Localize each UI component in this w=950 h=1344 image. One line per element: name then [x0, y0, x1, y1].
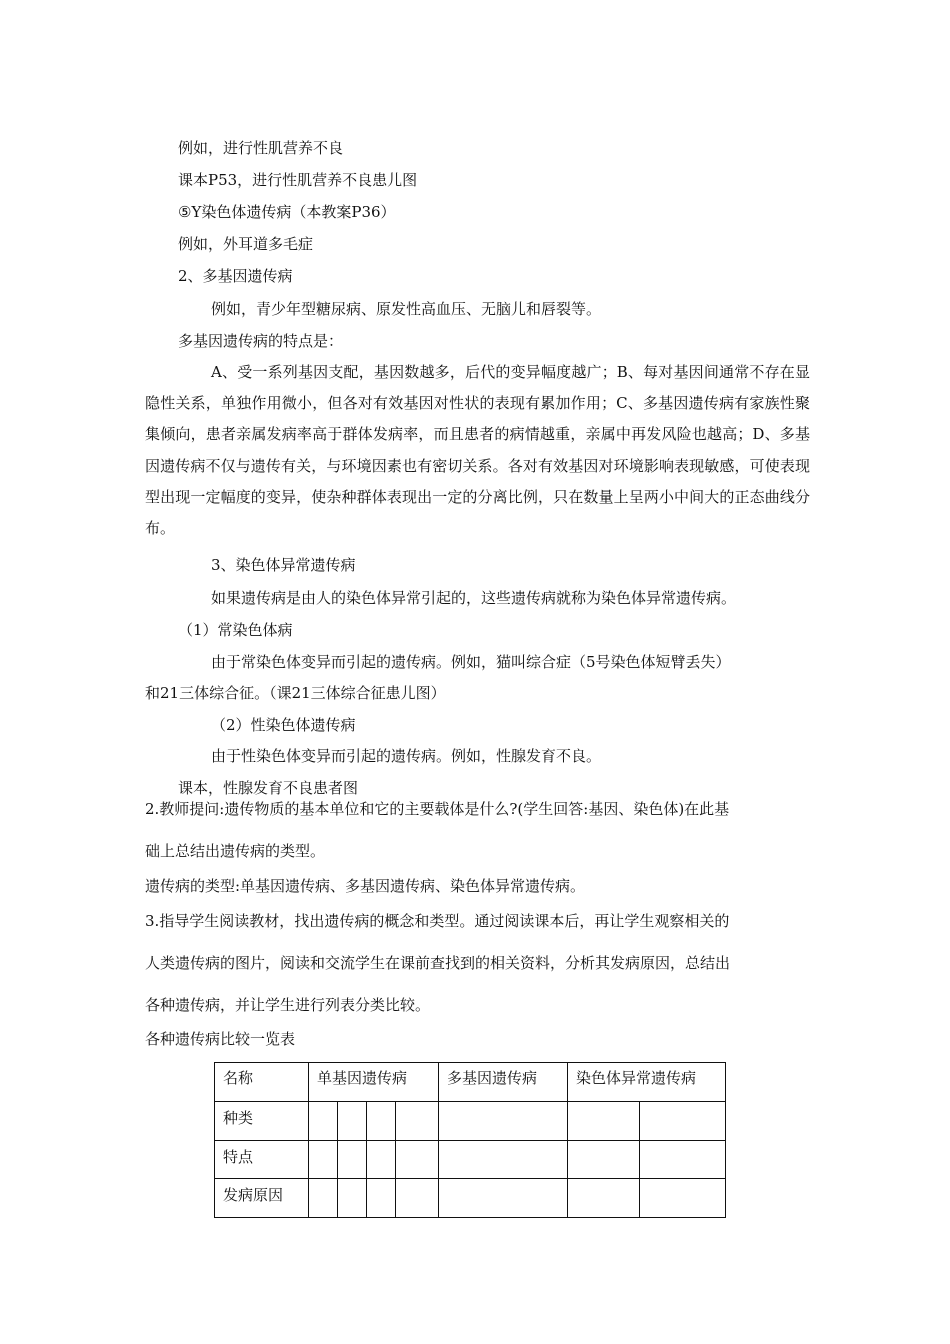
table-cell	[568, 1179, 640, 1218]
table-cell	[439, 1179, 568, 1218]
line-polygenic-features: 多基因遗传病的特点是：	[178, 332, 344, 350]
header-chromosomal: 染色体异常遗传病	[568, 1063, 726, 1102]
table-cell	[338, 1141, 367, 1179]
line-chromosomal-definition: 如果遗传病是由人的染色体异常引起的，这些遗传病就称为染色体异常遗传病。	[211, 589, 737, 607]
table-cell	[338, 1179, 367, 1218]
paragraph-polygenic-features: A、受一系列基因支配，基因数越多，后代的变异幅度越广；B、每对基因间通常不存在显隐性关系，单独作用微小，但各对有效基因对性状的表现有累加作用；C、多基因遗传病有家族性聚集倾向，患者亲属发病率高于群体发病率，而且患者的病情越重，亲属中再发风险也越高；D、多基因遗传病不仅与遗传有关，与环境因素也有密切关系。各对有效基因对环境影响表现敏感，可使表现型出现一定幅度的变异，使杂种群体表现出一定的分离比例，只在数量上呈两小中间大的正态曲线分布。	[145, 363, 810, 538]
table-cell	[439, 1102, 568, 1141]
line-autosomal-desc: 由于常染色体变异而引起的遗传病。例如，猫叫综合症（5号染色体短臂丢失）	[211, 653, 731, 671]
subheading-autosomal: （1）常染色体病	[178, 621, 293, 639]
line-textbook-p53: 课本P53，进行性肌营养不良患儿图	[178, 171, 418, 189]
table-cell	[396, 1102, 439, 1141]
line-guide-reading-2: 人类遗传病的图片，阅读和交流学生在课前查找到的相关资料，分析其发病原因，总结出	[145, 954, 731, 972]
row-label-cause: 发病原因	[215, 1179, 309, 1218]
line-teacher-question-cont: 础上总结出遗传病的类型。	[145, 842, 326, 860]
section-heading-chromosomal: 3、染色体异常遗传病	[211, 556, 356, 574]
row-label-features: 特点	[215, 1141, 309, 1179]
table-cell	[367, 1179, 396, 1218]
line-disease-types: 遗传病的类型:单基因遗传病、多基因遗传病、染色体异常遗传病。	[145, 877, 586, 895]
line-guide-reading-3: 各种遗传病，并让学生进行列表分类比较。	[145, 996, 431, 1014]
header-monogenic: 单基因遗传病	[309, 1063, 439, 1102]
table-cell	[309, 1102, 338, 1141]
table-cell	[640, 1102, 726, 1141]
subheading-sex-chromosome: （2）性染色体遗传病	[211, 716, 356, 734]
line-textbook-gonad: 课本，性腺发育不良患者图	[178, 779, 359, 797]
comparison-table	[214, 1062, 726, 1218]
table-cell	[568, 1102, 640, 1141]
table-cell	[439, 1141, 568, 1179]
table-cell	[309, 1141, 338, 1179]
line-example-dmd: 例如，进行性肌营养不良	[178, 139, 344, 157]
line-sex-chromosome-desc: 由于性染色体变异而引起的遗传病。例如，性腺发育不良。	[211, 747, 602, 765]
table-caption: 各种遗传病比较一览表	[145, 1030, 296, 1048]
table-cell	[568, 1141, 640, 1179]
line-y-linked: ⑤Y染色体遗传病（本教案P36）	[178, 203, 396, 221]
table-cell	[640, 1141, 726, 1179]
table-row	[215, 1102, 726, 1141]
table-cell	[338, 1102, 367, 1141]
table-row	[215, 1141, 726, 1179]
line-guide-reading: 3.指导学生阅读教材，找出遗传病的概念和类型。通过阅读课本后，再让学生观察相关的	[145, 912, 730, 930]
header-polygenic: 多基因遗传病	[439, 1063, 568, 1102]
table-row	[215, 1179, 726, 1218]
line-example-hairy-ear: 例如，外耳道多毛症	[178, 235, 314, 253]
header-name: 名称	[215, 1063, 309, 1102]
section-heading-polygenic: 2、多基因遗传病	[178, 267, 293, 285]
table-header-row	[215, 1063, 726, 1102]
table-cell	[367, 1102, 396, 1141]
row-label-types: 种类	[215, 1102, 309, 1141]
table-cell	[396, 1179, 439, 1218]
table-cell	[367, 1141, 396, 1179]
line-autosomal-desc-cont: 和21三体综合征。（课21三体综合征患儿图）	[145, 684, 446, 702]
table-cell	[309, 1179, 338, 1218]
table-cell	[396, 1141, 439, 1179]
line-example-polygenic: 例如，青少年型糖尿病、原发性高血压、无脑儿和唇裂等。	[211, 300, 602, 318]
table-cell	[640, 1179, 726, 1218]
line-teacher-question: 2.教师提问:遗传物质的基本单位和它的主要载体是什么?(学生回答:基因、染色体)在此基	[145, 800, 730, 818]
